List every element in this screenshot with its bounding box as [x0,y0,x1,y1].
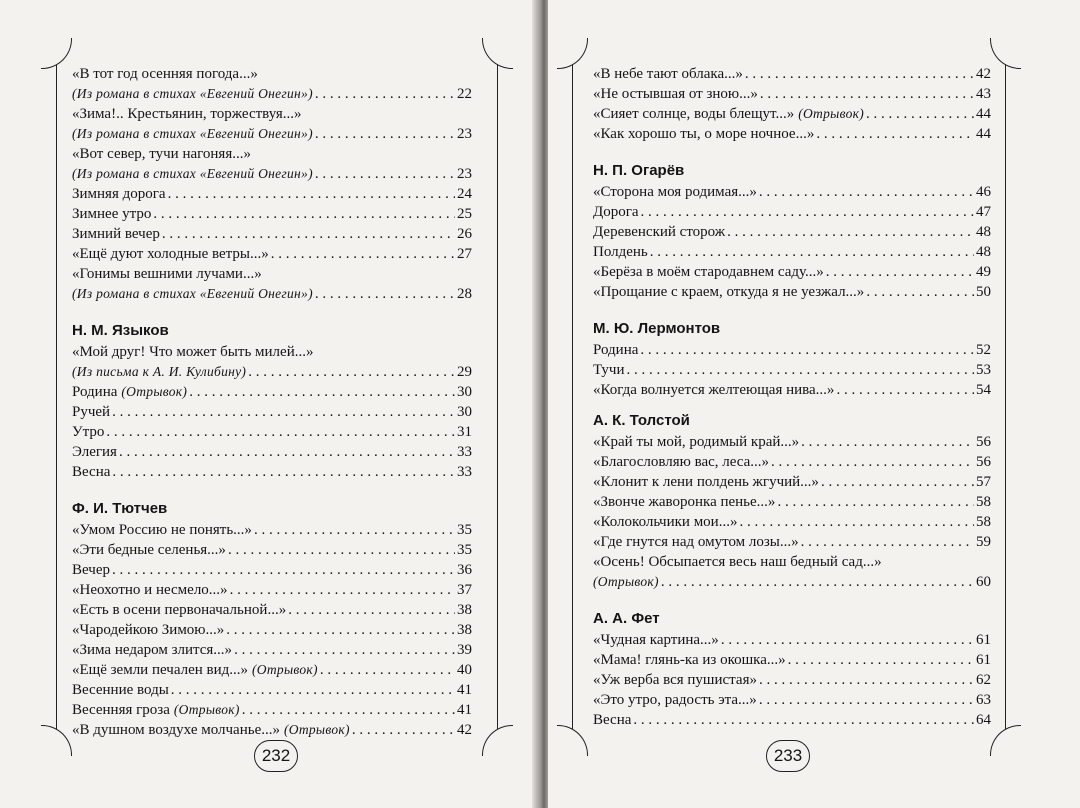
toc-entry-title: «Зима недаром злится...» [72,642,233,658]
toc-page-number: 54 [976,382,991,398]
toc-entry [72,124,472,144]
dot-leader [315,164,455,184]
toc-page-number: 50 [976,284,991,300]
toc-entry [593,650,991,670]
toc-entry-title: Вечер [72,562,110,578]
toc-entry-title: Родина [593,342,639,358]
toc-page-number: 60 [976,574,991,590]
toc-page-number: 56 [976,454,991,470]
dot-leader [801,432,974,452]
dot-leader [315,84,455,104]
toc-entry-title: «Это утро, радость эта...» [593,692,757,708]
dot-leader [826,262,974,282]
toc-entry-title: «Эти бедные селенья...» [72,542,226,558]
frame-corner-ornament [482,38,513,69]
dot-leader [640,340,974,360]
dot-leader [721,630,974,650]
toc-page-number: 22 [457,86,472,102]
toc-entry [72,362,472,382]
toc-entry-title: Зимняя дорога [72,186,166,202]
toc-entry [593,512,991,532]
toc-page-number: 30 [457,384,472,400]
toc-entry [72,520,472,540]
toc-entry [593,262,991,282]
toc-page-number: 44 [976,106,991,122]
toc-entry-title: «Как хорошо ты, о море ночное...» [593,126,815,142]
toc-page-number: 35 [457,542,472,558]
toc-page-number: 52 [976,342,991,358]
dot-leader [352,720,455,740]
toc-page-number: 42 [976,66,991,82]
toc-entry-title: (Из романа в стихах «Евгений Онегин») [72,166,313,181]
toc-entry [72,600,472,620]
dot-leader [315,284,455,304]
toc-page-number: 46 [976,184,991,200]
toc-entry-title: Весенние воды [72,682,169,698]
toc-title-line: «Вот север, тучи нагоняя...» [72,146,251,162]
toc-entry-title: «Уж верба вся пушистая» [593,672,757,688]
toc-entry-title: «Мама! глянь-ка из окошка...» [593,652,786,668]
toc-page-number: 31 [457,424,472,440]
toc-page-number: 27 [457,246,472,262]
toc-entry-title: Элегия [72,444,117,460]
section-spacer [593,302,991,318]
dot-leader [230,580,455,600]
toc-entry-title: «Чародейкою Зимою...» [72,622,225,638]
toc-entry-title: «Неохотно и несмело...» [72,582,228,598]
dot-leader [234,640,455,660]
toc-entry-title: (Из письма к А. И. Кулибину) [72,364,247,379]
toc-entry-title: «Не остывшая от зною...» [593,86,758,102]
toc-entry-title: «В душном воздухе молчанье...» [72,722,280,738]
toc-entry [72,640,472,660]
toc-entry-note: (Отрывок) [798,106,865,121]
toc-title-line: «Осень! Обсыпается весь наш бедный сад...» [593,554,882,570]
dot-leader [641,202,974,222]
toc-entry-title: Утро [72,424,105,440]
frame-corner-ornament [990,725,1021,756]
dot-leader [866,282,974,302]
toc-entry-title: Зимнее утро [72,206,152,222]
toc-page-number: 44 [976,126,991,142]
toc-entry [593,532,991,552]
toc-entry [72,462,472,482]
dot-leader [226,620,455,640]
frame-corner-ornament [41,725,72,756]
toc-entry [593,630,991,650]
toc-entry [593,492,991,512]
toc-entry [72,224,472,244]
dot-leader [162,224,455,244]
toc-entry-note: (Отрывок) [173,702,240,717]
toc-entry-title: Тучи [593,362,625,378]
toc-page-number: 48 [976,224,991,240]
toc-entry-title: Зимний вечер [72,226,160,242]
toc-entry [593,64,991,84]
dot-leader [760,84,974,104]
toc-entry-title: «Клонит к лени полдень жгучий...» [593,474,819,490]
frame-corner-ornament [557,38,588,69]
toc-page-number: 58 [976,514,991,530]
toc-title-line: «Мой друг! Что может быть милей...» [72,344,314,360]
toc-title-line: «В тот год осенняя погода...» [72,66,258,82]
toc-page-number: 49 [976,264,991,280]
dot-leader [627,360,975,380]
toc-entry-title: «Прощание с краем, откуда я не уезжал...» [593,284,865,300]
toc-entry-title: «Умом Россию не понять...» [72,522,252,538]
frame-corner-ornament [557,725,588,756]
dot-leader [315,124,455,144]
toc-entry [593,710,991,730]
toc-entry [72,580,472,600]
toc-entry [72,204,472,224]
dot-leader [739,512,974,532]
toc-entry [593,222,991,242]
toc-entry-title: «В небе тают облака...» [593,66,743,82]
dot-leader [271,244,455,264]
dot-leader [254,520,455,540]
toc-entry [72,402,472,422]
toc-entry-title: «Колокольчики мои...» [593,514,738,530]
dot-leader [836,380,974,400]
section-spacer [72,482,472,498]
dot-leader [168,184,455,204]
section-spacer [593,592,991,608]
toc-entry-title: Деревенский сторож [593,224,726,240]
dot-leader [320,660,455,680]
toc-title-line: «Гонимы вешними лучами...» [72,266,262,282]
toc-page-number: 35 [457,522,472,538]
toc-entry-note: (Отрывок) [121,384,188,399]
frame-corner-ornament [482,725,513,756]
dot-leader [633,710,974,730]
toc-entry [72,244,472,264]
toc-page-number: 33 [457,444,472,460]
author-heading: А. А. Фет [593,610,660,627]
dot-leader [821,472,974,492]
toc-entry [72,560,472,580]
toc-page-number: 40 [457,662,472,678]
toc-entry-title: «Сторона моя родимая...» [593,184,757,200]
toc-page-number: 36 [457,562,472,578]
toc-entry [593,360,991,380]
toc-entry [593,472,991,492]
toc-page-number: 41 [457,682,472,698]
toc-entry [593,380,991,400]
toc-entry [72,422,472,442]
page-number-left: 232 [254,740,298,772]
toc-title-line: «Зима!.. Крестьянин, торжествуя...» [72,106,302,122]
dot-leader [759,182,974,202]
toc-entry-title: «Край ты мой, родимый край...» [593,434,800,450]
toc-entry [593,124,991,144]
toc-entry-title: «Ещё земли печален вид...» [72,662,249,678]
toc-entry [72,442,472,462]
dot-leader [771,452,974,472]
toc-entry [72,620,472,640]
author-heading: Н. М. Языков [72,322,169,339]
toc-entry-title: «Благословляю вас, леса...» [593,454,770,470]
page-number-right: 233 [766,740,810,772]
dot-leader [106,422,455,442]
dot-leader [242,700,455,720]
toc-page-number: 23 [457,166,472,182]
toc-entry-title: (Отрывок) [593,574,659,589]
toc-page-number: 24 [457,186,472,202]
toc-entry-title: (Из романа в стихах «Евгений Онегин») [72,126,313,141]
dot-leader [788,650,974,670]
toc-page-number: 42 [457,722,472,738]
dot-leader [759,690,974,710]
toc-entry [72,540,472,560]
dot-leader [171,680,455,700]
toc-page-number: 43 [976,86,991,102]
toc-entry-title: Дорога [593,204,639,220]
toc-entry-title: Весна [593,712,632,728]
frame-corner-ornament [990,38,1021,69]
toc-page-number: 48 [976,244,991,260]
dot-leader [112,402,455,422]
dot-leader [189,382,455,402]
author-heading: Н. П. Огарёв [593,162,685,179]
toc-page-number: 59 [976,534,991,550]
toc-entry [72,164,472,184]
toc-entry-title: «Сияет солнце, воды блещут...» [593,106,795,122]
toc-entry-title: Весенняя гроза [72,702,170,718]
dot-leader [777,492,974,512]
toc-page-number: 41 [457,702,472,718]
toc-entry-title: Родина [72,384,118,400]
dot-leader [248,362,455,382]
frame-corner-ornament [41,38,72,69]
toc-entry [593,202,991,222]
toc-page-number: 38 [457,602,472,618]
left-toc-list [72,64,472,740]
toc-entry-title: Ручей [72,404,111,420]
toc-page-number: 64 [976,712,991,728]
toc-entry [593,690,991,710]
dot-leader [661,572,974,592]
toc-entry [593,432,991,452]
toc-page-number: 28 [457,286,472,302]
dot-leader [119,442,455,462]
toc-page-number: 53 [976,362,991,378]
toc-entry [593,104,991,124]
dot-leader [866,104,974,124]
toc-entry [593,572,991,592]
toc-entry-title: Весна [72,464,111,480]
dot-leader [759,670,974,690]
section-spacer [593,144,991,160]
toc-page-number: 23 [457,126,472,142]
toc-page-number: 56 [976,434,991,450]
toc-entry-title: «Берёза в моём стародавнем саду...» [593,264,824,280]
toc-entry-note: (Отрывок) [252,662,318,677]
toc-entry-title: «Ещё дуют холодные ветры...» [72,246,269,262]
section-spacer [72,304,472,320]
toc-page-number: 33 [457,464,472,480]
toc-entry-title: «Звонче жаворонка пенье...» [593,494,776,510]
author-heading: Ф. И. Тютчев [72,500,168,517]
toc-entry-title: «Чудная картина...» [593,632,719,648]
toc-entry-title: «Когда волнуется желтеющая нива...» [593,382,835,398]
toc-entry [593,670,991,690]
toc-entry [72,680,472,700]
section-spacer [593,400,991,410]
toc-entry [72,184,472,204]
toc-entry [593,340,991,360]
dot-leader [816,124,974,144]
toc-entry [593,242,991,262]
toc-entry-title: «Есть в осени первоначальной...» [72,602,287,618]
toc-page-number: 25 [457,206,472,222]
author-heading: А. К. Толстой [593,412,690,429]
toc-page-number: 39 [457,642,472,658]
dot-leader [112,560,455,580]
toc-page-number: 62 [976,672,991,688]
toc-entry [593,84,991,104]
toc-entry-title: «Где гнутся над омутом лозы...» [593,534,799,550]
toc-page-number: 63 [976,692,991,708]
toc-entry [72,382,472,402]
toc-page-number: 61 [976,632,991,648]
toc-page-number: 30 [457,404,472,420]
right-page [548,0,1080,808]
right-toc-list [593,64,991,730]
toc-page-number: 37 [457,582,472,598]
dot-leader [112,462,455,482]
toc-page-number: 29 [457,364,472,380]
author-heading: М. Ю. Лермонтов [593,320,721,337]
toc-page-number: 58 [976,494,991,510]
dot-leader [727,222,974,242]
dot-leader [650,242,974,262]
toc-entry [593,282,991,302]
toc-entry [593,452,991,472]
toc-entry [72,284,472,304]
toc-entry [72,720,472,740]
toc-page-number: 47 [976,204,991,220]
toc-entry-title: (Из романа в стихах «Евгений Онегин») [72,286,313,301]
toc-entry [72,700,472,720]
toc-entry [593,182,991,202]
toc-entry-title: Полдень [593,244,648,260]
toc-entry [72,84,472,104]
toc-page-number: 61 [976,652,991,668]
toc-page-number: 26 [457,226,472,242]
dot-leader [288,600,455,620]
dot-leader [745,64,974,84]
dot-leader [801,532,974,552]
dot-leader [153,204,455,224]
toc-entry-title: (Из романа в стихах «Евгений Онегин») [72,86,313,101]
toc-entry [72,660,472,680]
toc-page-number: 57 [976,474,991,490]
toc-entry-note: (Отрывок) [283,722,350,737]
toc-page-number: 38 [457,622,472,638]
dot-leader [228,540,455,560]
